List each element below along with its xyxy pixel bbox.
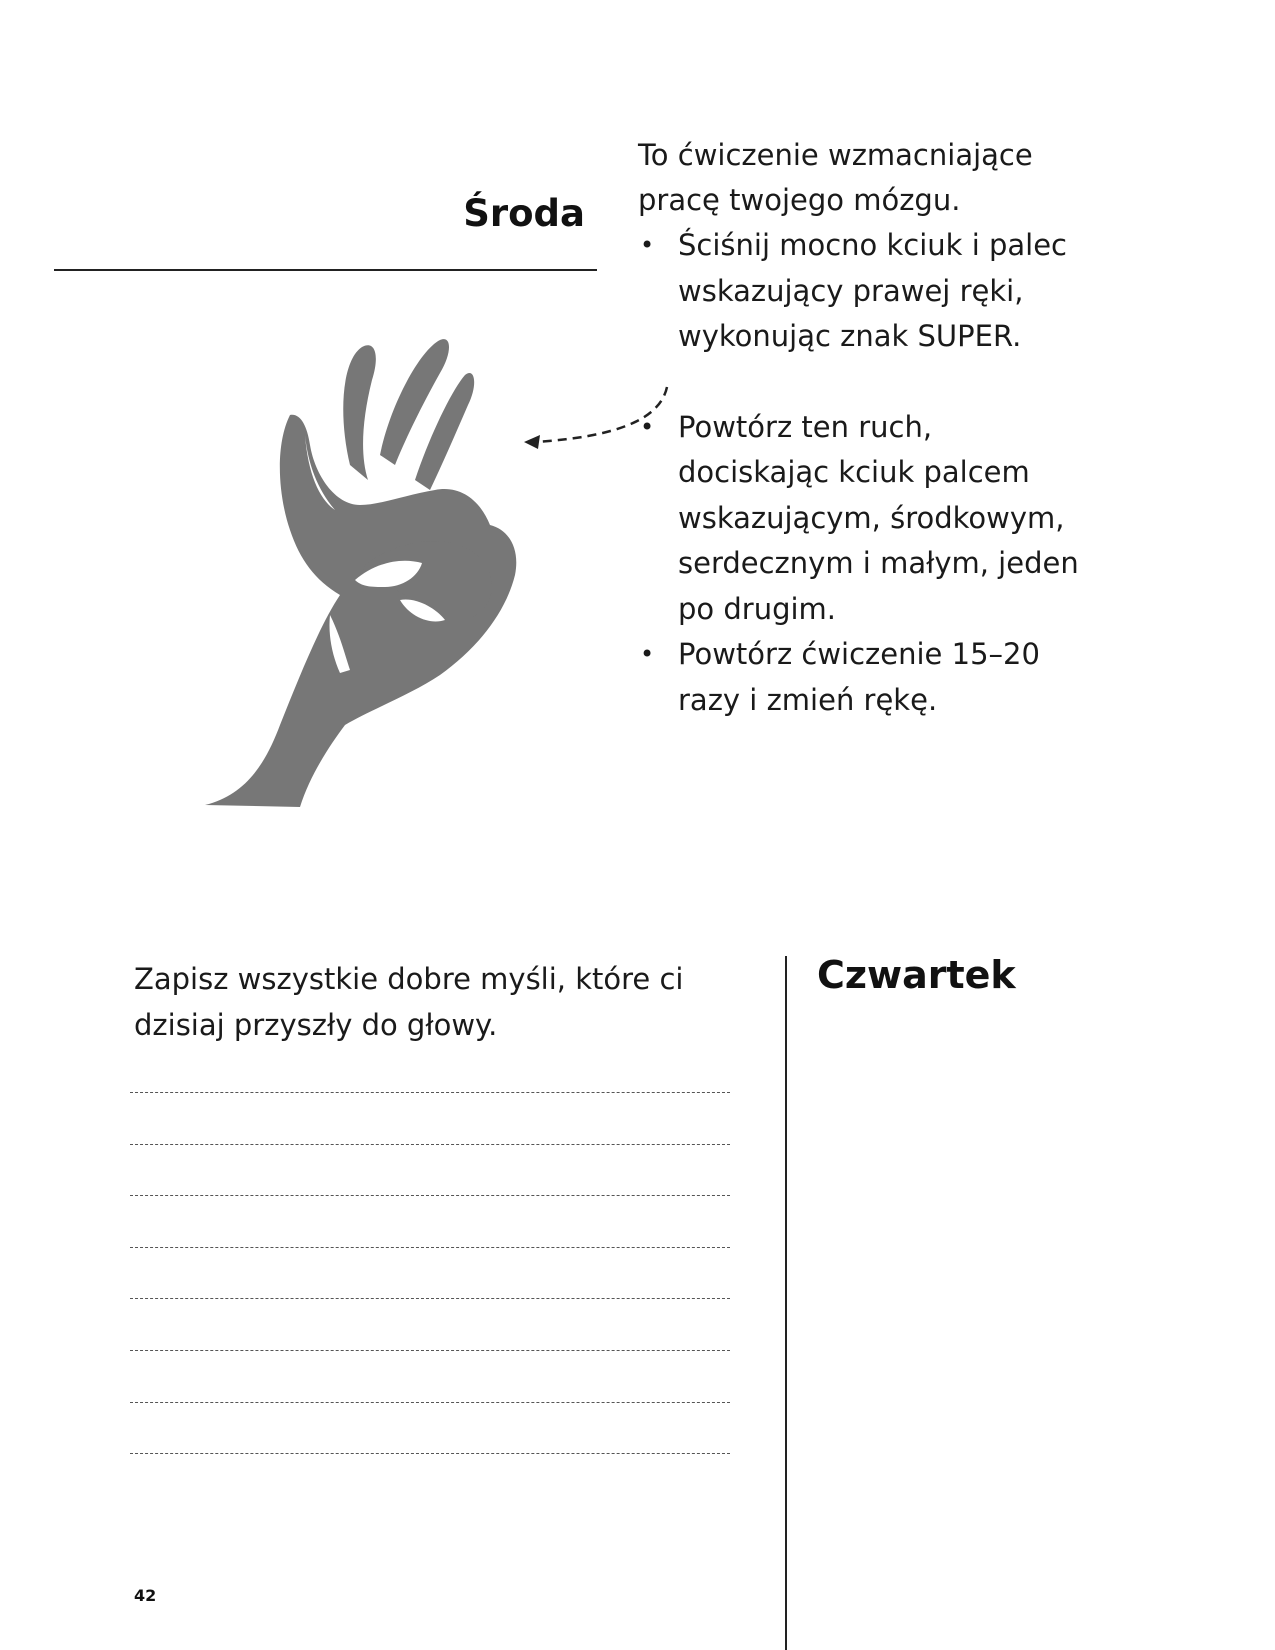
writing-line[interactable] — [130, 1092, 730, 1093]
title-underline — [54, 269, 597, 271]
exercise-steps — [638, 223, 1088, 723]
exercise-intro: To ćwiczenie wzmacniające pracę twojego mózgu. — [638, 138, 1033, 217]
writing-line[interactable] — [130, 1247, 730, 1248]
writing-line[interactable] — [130, 1195, 730, 1196]
writing-line[interactable] — [130, 1402, 730, 1403]
page-number: 42 — [134, 1586, 157, 1605]
writing-line[interactable] — [130, 1144, 730, 1145]
exercise-step: • Ściśnij mocno kciuk i palec wskazujący prawej ręki, wykonując znak SUPER. — [638, 223, 1088, 360]
writing-lines[interactable] — [130, 1092, 730, 1505]
notes-prompt: Zapisz wszystkie dobre myśli, które ci dzisiaj przyszły do głowy. — [134, 962, 684, 1042]
writing-line[interactable] — [130, 1298, 730, 1299]
exercise-step: • Powtórz ćwiczenie 15–20 razy i zmień rękę. — [638, 632, 1088, 723]
exercise-step: • Powtórz ten ruch, dociskając kciuk palcem wskazującym, środkowym, serdecznym i małym, jeden po drugim. — [638, 405, 1088, 633]
writing-line[interactable] — [130, 1453, 730, 1454]
wednesday-title: Środa — [463, 192, 585, 235]
writing-line[interactable] — [130, 1350, 730, 1351]
column-divider — [785, 956, 787, 1650]
ok-hand-gesture-icon — [190, 325, 560, 815]
thursday-title: Czwartek — [817, 953, 1016, 997]
dashed-pointer-arrow — [520, 385, 670, 465]
